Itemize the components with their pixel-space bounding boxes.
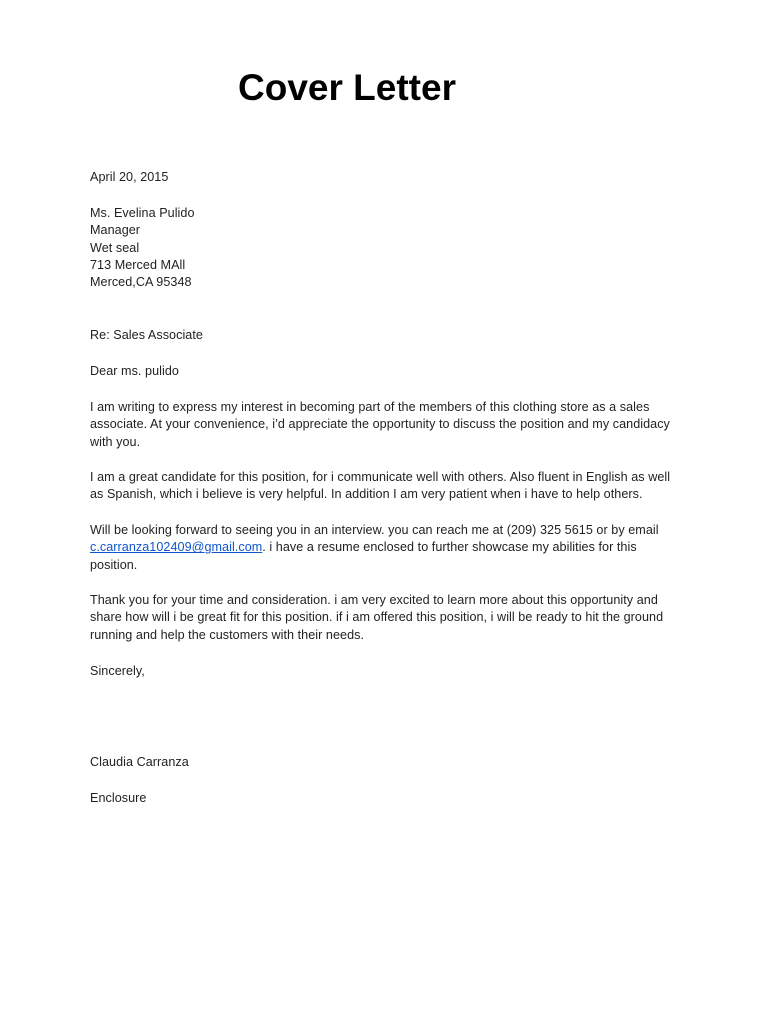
- salutation: [90, 363, 680, 380]
- letter-date: [90, 169, 680, 186]
- date-text: April 20, 2015: [90, 170, 169, 184]
- salutation-text: Dear ms. pulido: [90, 364, 179, 378]
- closing: [90, 663, 680, 680]
- paragraph-interest: [90, 399, 680, 451]
- paragraph-line: share how will i be great fit for this position. if i am offered this position, i will be ready to hit the ground: [90, 610, 664, 625]
- paragraph-line: I am writing to express my interest in becoming part of the members of this clothing store as a sales: [90, 400, 650, 414]
- enclosure-text: Enclosure: [90, 791, 147, 805]
- paragraph-contact: [90, 522, 680, 574]
- paragraph-line: I am a great candidate for this position, for i communicate well with others. Also fluent in English as well: [90, 470, 671, 484]
- recipient-company: Wet seal: [90, 240, 140, 255]
- recipient-name: Ms. Evelina Pulido: [90, 206, 195, 220]
- paragraph-qualifications: [90, 469, 680, 504]
- email-link[interactable]: c.carranza102409@gmail.com: [90, 540, 263, 555]
- paragraph-line: with you.: [90, 434, 141, 449]
- paragraph-line: associate. At your convenience, i’d appreciate the opportunity to discuss the position and my candidacy: [90, 417, 670, 432]
- recipient-city: Merced,CA 95348: [90, 275, 192, 290]
- recipient-position: Manager: [90, 223, 141, 238]
- paragraph-line-with-email: [90, 539, 680, 556]
- paragraph-thanks: [90, 592, 680, 644]
- paragraph-line: Thank you for your time and consideration. i am very excited to learn more about this opportunity and: [90, 593, 658, 607]
- enclosure-note: [90, 790, 680, 807]
- subject-line: [90, 327, 680, 344]
- subject-text: Re: Sales Associate: [90, 328, 203, 342]
- paragraph-line: as Spanish, which i believe is very helpful. In addition I am very patient when i have to help others.: [90, 487, 643, 502]
- paragraph-line: running and help the customers with their needs.: [90, 627, 365, 642]
- signature: [90, 754, 680, 771]
- closing-text: Sincerely,: [90, 664, 145, 678]
- signature-name: Claudia Carranza: [90, 755, 189, 769]
- paragraph-line-rest: . i have a resume enclosed to further showcase my abilities for this: [262, 540, 637, 555]
- recipient-address-block: [90, 205, 680, 291]
- recipient-street: 713 Merced MAll: [90, 257, 186, 272]
- paragraph-line: position.: [90, 557, 138, 572]
- document-title: Cover Letter: [238, 67, 456, 108]
- paragraph-line: Will be looking forward to seeing you in an interview. you can reach me at (209) 325 5615 or by email: [90, 523, 659, 537]
